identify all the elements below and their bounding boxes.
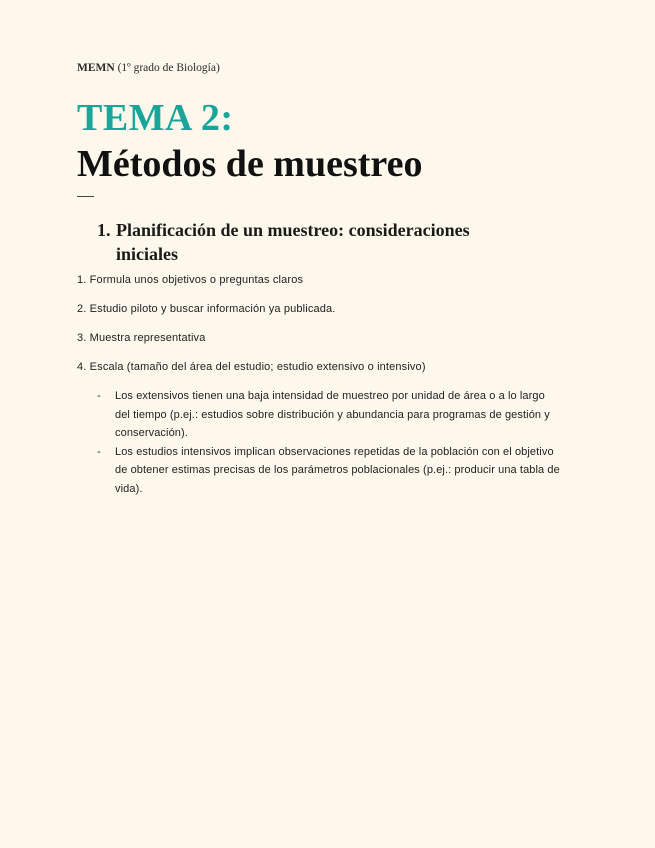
bullet-item-intensive: [97, 443, 562, 499]
bullet-list: [97, 387, 562, 498]
section-number: 1.: [97, 220, 111, 240]
bullet-marker: -: [97, 390, 101, 402]
numbered-item-4: 4. Escala (tamaño del área del estudio; estudio extensivo o intensivo): [77, 361, 426, 373]
bullet-item-extensive: [97, 387, 562, 443]
bullet-marker: -: [97, 445, 101, 458]
section-heading-text: Planificación de un muestreo: consideraciones iniciales: [116, 220, 470, 264]
course-detail: (1º grado de Biología): [117, 62, 220, 74]
topic-number: TEMA 2:: [77, 97, 234, 139]
numbered-item-1: 1. Formula unos objetivos o preguntas claros: [77, 274, 304, 286]
numbered-item-2: 2. Estudio piloto y buscar información ya publicada.: [77, 303, 336, 315]
course-code: MEMN: [77, 62, 115, 74]
section-heading: [97, 218, 517, 266]
topic-title: Métodos de muestreo: [77, 143, 423, 185]
bullet-text: Los estudios intensivos implican observaciones repetidas de la población con el objetivo de obtener estimas precisas de los parámetros poblacionales (p.ej.: producir una tabla de vida).: [115, 445, 560, 495]
numbered-item-3: 3. Muestra representativa: [77, 332, 206, 344]
course-header: [77, 62, 220, 74]
bullet-text: Los extensivos tienen una baja intensidad de muestreo por unidad de área o a lo largo del tiempo (p.ej.: estudios sobre distribución y abundancia para programas de gestión y conservación).: [115, 390, 550, 439]
title-divider: [77, 196, 94, 197]
